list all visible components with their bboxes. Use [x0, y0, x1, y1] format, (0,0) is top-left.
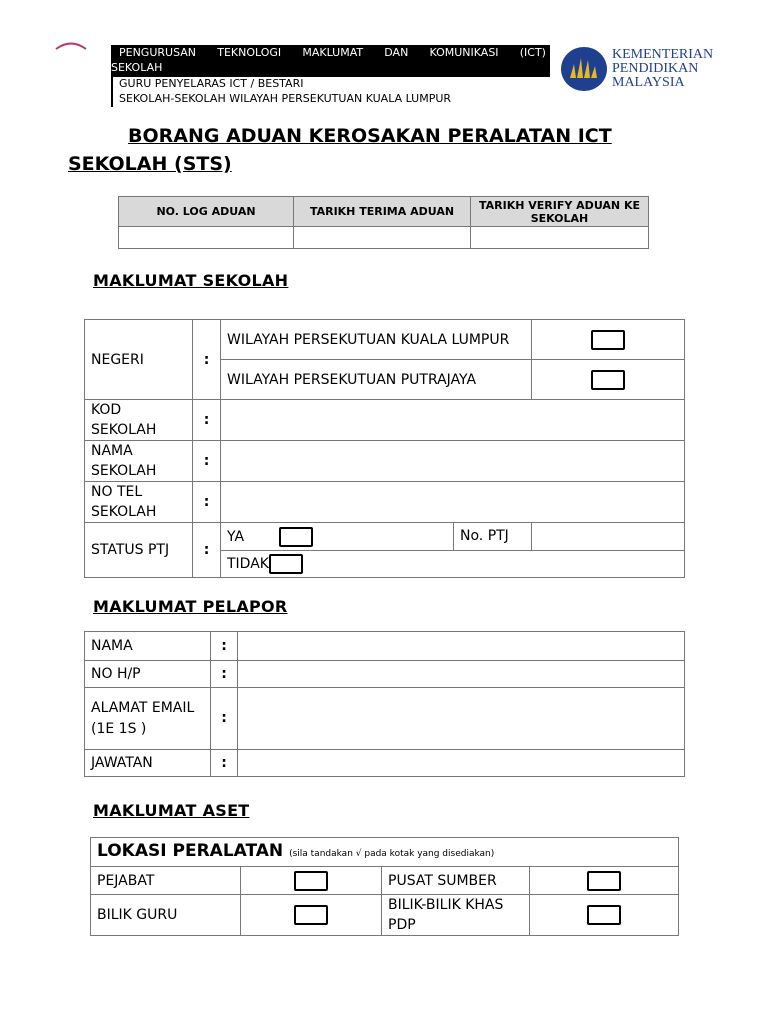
ptj-ya-checkbox[interactable] [279, 527, 313, 547]
loc-pusat-sumber-label: PUSAT SUMBER [382, 867, 530, 895]
ptj-tidak-label: TIDAK [227, 556, 269, 572]
negeri-label: NEGERI [85, 320, 193, 400]
loc-bilik-guru-label: BILIK GURU [91, 895, 241, 936]
no-ptj-field[interactable] [532, 523, 685, 551]
reporter-table: NAMA : NO H/P : ALAMAT EMAIL (1E 1S ) : JAWATAN : [84, 631, 685, 777]
log-no-field[interactable] [119, 227, 294, 249]
ptj-tidak-checkbox[interactable] [269, 554, 303, 574]
section-heading-asset: MAKLUMAT ASET [93, 801, 250, 820]
section-heading-reporter: MAKLUMAT PELAPOR [93, 597, 288, 616]
reporter-jawatan-label: JAWATAN [85, 750, 211, 777]
negeri-kl-checkbox[interactable] [591, 330, 625, 350]
log-table [118, 196, 649, 249]
kod-sekolah-label: KOD SEKOLAH [85, 400, 193, 441]
log-date-verify-header: TARIKH VERIFY ADUAN KE SEKOLAH [471, 197, 649, 227]
loc-pejabat-label: PEJABAT [91, 867, 241, 895]
log-date-received-field[interactable] [294, 227, 471, 249]
log-date-verify-field[interactable] [471, 227, 649, 249]
location-title: LOKASI PERALATAN [97, 840, 284, 861]
kpm-wordmark: KEMENTERIAN PENDIDIKAN MALAYSIA [612, 47, 714, 90]
kpm-crest-icon [560, 46, 608, 92]
section-heading-school: MAKLUMAT SEKOLAH [93, 271, 289, 290]
reporter-email-label: ALAMAT EMAIL (1E 1S ) [85, 688, 211, 750]
reporter-hp-label: NO H/P [85, 661, 211, 688]
form-title: BORANG ADUAN KEROSAKAN PERALATAN ICT SEKOLAH (STS) [68, 125, 612, 175]
reporter-hp-field[interactable] [238, 661, 685, 688]
nama-sekolah-label: NAMA SEKOLAH [85, 441, 193, 482]
loc-bilik-guru-checkbox[interactable] [294, 905, 328, 925]
tel-sekolah-field[interactable] [221, 482, 685, 523]
header-line3: GURU PENYELARAS ICT / BESTARI [119, 77, 304, 90]
decorative-arc-icon [54, 40, 88, 50]
reporter-jawatan-field[interactable] [238, 750, 685, 777]
reporter-nama-label: NAMA [85, 632, 211, 661]
ptj-ya-label: YA [227, 528, 245, 545]
log-no-header: NO. LOG ADUAN [119, 197, 294, 227]
location-header [91, 838, 679, 867]
nama-sekolah-field[interactable] [221, 441, 685, 482]
location-table [90, 837, 679, 936]
loc-bilik-khas-checkbox[interactable] [587, 905, 621, 925]
loc-pejabat-checkbox[interactable] [294, 871, 328, 891]
reporter-nama-field[interactable] [238, 632, 685, 661]
no-ptj-label: No. PTJ [453, 523, 531, 550]
status-ptj-label: STATUS PTJ [85, 523, 193, 578]
header-line4: SEKOLAH-SEKOLAH WILAYAH PERSEKUTUAN KUALA LUMPUR [119, 92, 452, 105]
header-banner [111, 45, 550, 77]
negeri-putrajaya-checkbox[interactable] [591, 370, 625, 390]
loc-bilik-khas-label: BILIK-BILIK KHAS PDP [382, 895, 530, 936]
log-date-received-header: TARIKH TERIMA ADUAN [294, 197, 471, 227]
kod-sekolah-field[interactable] [221, 400, 685, 441]
tel-sekolah-label: NO TEL SEKOLAH [85, 482, 193, 523]
header-line1: PENGURUSAN TEKNOLOGI MAKLUMAT DAN KOMUNIKASI (ICT) [119, 46, 546, 59]
header-divider [111, 77, 113, 107]
reporter-email-field[interactable] [238, 688, 685, 750]
header-line2: SEKOLAH [111, 61, 163, 74]
school-table: NEGERI : WILAYAH PERSEKUTUAN KUALA LUMPUR WILAYAH PERSEKUTUAN PUTRAJAYA KOD SEKOLAH : NAMA SEKOLAH : NO TEL SEKOLAH : STATUS PTJ : YA No. PTJ TIDAK [84, 319, 685, 578]
negeri-option-putrajaya: WILAYAH PERSEKUTUAN PUTRAJAYA [221, 360, 532, 400]
location-note: (sila tandakan √ pada kotak yang disediakan) [289, 848, 495, 859]
loc-pusat-sumber-checkbox[interactable] [587, 871, 621, 891]
negeri-option-kl: WILAYAH PERSEKUTUAN KUALA LUMPUR [221, 320, 532, 360]
